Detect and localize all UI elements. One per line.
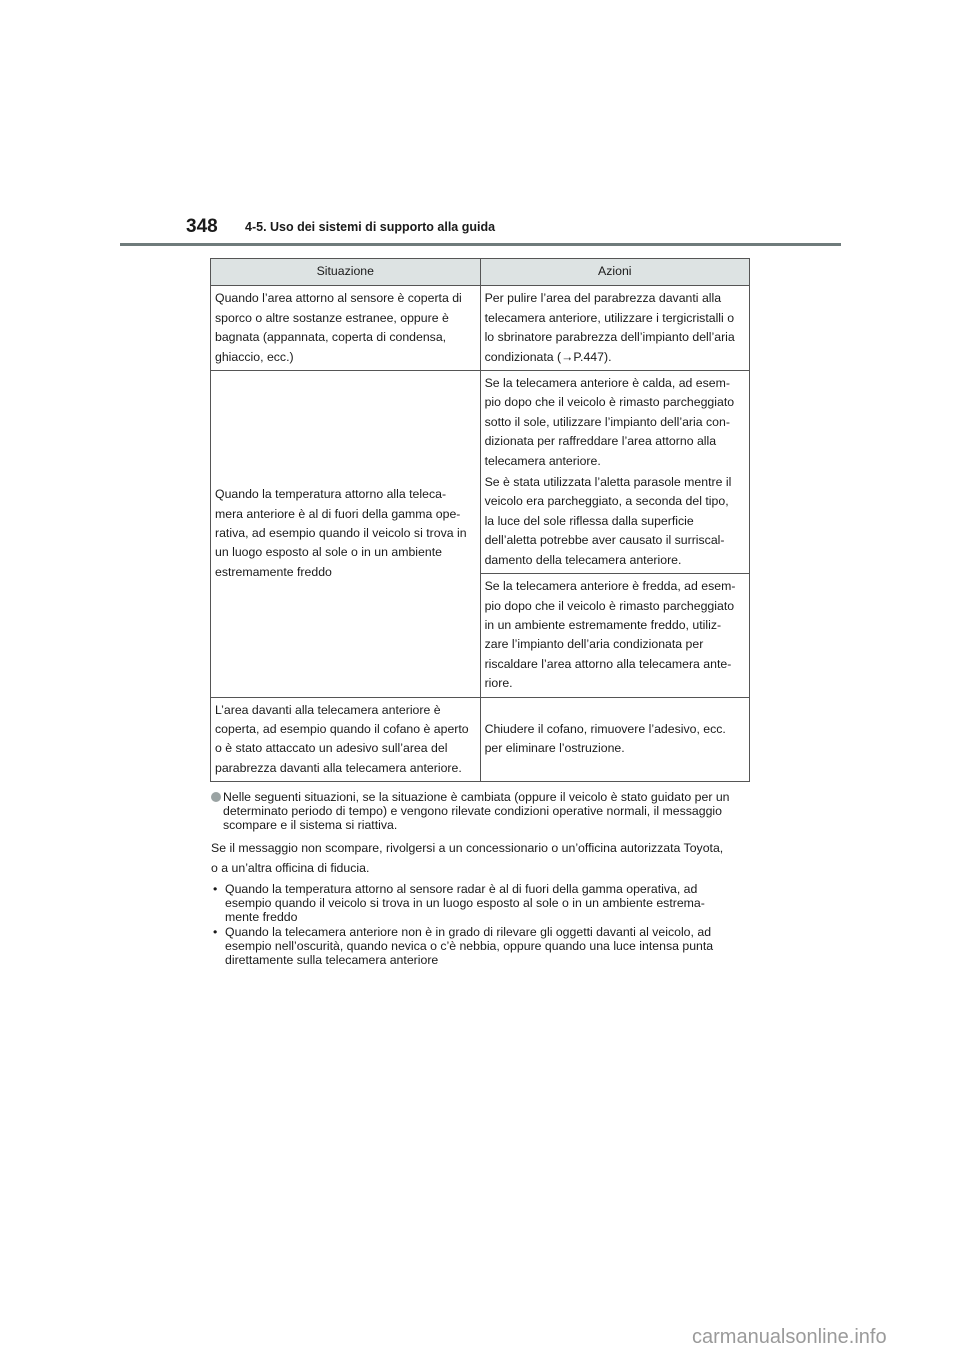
page-number: 348 <box>186 216 218 237</box>
action-cell <box>480 697 749 782</box>
table-row <box>211 371 750 574</box>
text-line: o è stato attaccato un adesivo sull’area del <box>215 741 448 756</box>
circle-bullet-icon <box>211 792 221 802</box>
text-line: Se il messaggio non scompare, rivolgersi a un concessionario o un’officina autorizzata Toyota, <box>211 841 724 856</box>
action-cell <box>480 574 749 697</box>
bullet-marker: • <box>213 925 218 940</box>
text-line: Nelle seguenti situazioni, se la situazione è cambiata (oppure il veicolo è stato guidato per un <box>223 790 730 805</box>
text-line: o a un’altra officina di fiducia. <box>211 861 370 876</box>
text-line: Quando la temperatura attorno al sensore radar è al di fuori della gamma operativa, ad <box>225 882 698 897</box>
text-line: coperta, ad esempio quando il cofano è aperto <box>215 721 469 736</box>
text-line: L’area davanti alla telecamera anteriore è <box>215 702 441 717</box>
text-line: riore. <box>484 676 513 691</box>
situation-actions-table <box>210 258 750 782</box>
text-line: pio dopo che il veicolo è rimasto parcheggiato <box>484 598 735 613</box>
text-line: Quando la telecamera anteriore non è in grado di rilevare gli oggetti davanti al veicolo, ad <box>225 925 712 940</box>
text-line: sotto il sole, utilizzare l’impianto dell’aria con- <box>484 414 730 429</box>
text-line: rativa, ad esempio quando il veicolo si trova in <box>215 526 467 541</box>
text-line: direttamente sulla telecamera anteriore <box>225 953 439 968</box>
text-line: mente freddo <box>225 910 298 925</box>
text-line: riscaldare l’area attorno alla telecamera ante- <box>484 656 732 671</box>
table-row <box>211 697 750 782</box>
text-line: veicolo era parcheggiato, a seconda del tipo, <box>484 494 729 509</box>
text-line: la luce del sole riflessa dalla superficie <box>484 513 694 528</box>
column-header-actions: Azioni <box>480 259 749 286</box>
text-line: determinato periodo di tempo) e vengono rilevate condizioni operative normali, il messaggio <box>223 804 722 819</box>
table-row <box>211 286 750 371</box>
text-line: Quando l’area attorno al sensore è coperta di <box>215 291 462 306</box>
text-line: Se la telecamera anteriore è calda, ad esem- <box>484 376 730 391</box>
text-line: telecamera anteriore. <box>484 453 601 468</box>
text-line: un luogo esposto al sole o in un ambiente <box>215 545 442 560</box>
info-paragraph <box>211 838 770 878</box>
text-line: Quando la temperatura attorno alla teleca- <box>215 487 447 502</box>
text-line: mera anteriore è al di fuori della gamma ope- <box>215 506 461 521</box>
text-line: Se è stata utilizzata l’aletta parasole mentre il <box>484 475 732 490</box>
text-line: per eliminare l’ostruzione. <box>484 741 625 756</box>
section-title: 4-5. Uso dei sistemi di supporto alla guida <box>245 220 496 234</box>
text-line: esempio nell’oscurità, quando nevica o c’è nebbia, oppure quando una luce intensa punta <box>225 939 714 954</box>
situation-cell <box>211 371 481 698</box>
bullet-marker: • <box>213 882 218 897</box>
list-item <box>211 925 770 967</box>
text-line: lo sbrinatore parabrezza dell’impianto dell’aria <box>484 330 735 345</box>
text-line: Per pulire l’area del parabrezza davanti alla <box>484 291 722 306</box>
note-block <box>211 790 751 832</box>
page-content <box>210 258 770 968</box>
text-line: bagnata (appannata, coperta di condensa, <box>215 330 447 345</box>
text-line: ghiaccio, ecc.) <box>215 349 294 364</box>
text-line: parabrezza davanti alla telecamera anteriore. <box>215 760 462 775</box>
text-line: scompare e il sistema si riattiva. <box>223 818 398 833</box>
column-header-situation: Situazione <box>211 259 481 286</box>
action-cell <box>480 286 749 371</box>
text-line: Se la telecamera anteriore è fredda, ad esem- <box>484 579 736 594</box>
text-line: zare l’impianto dell’aria condizionata per <box>484 637 704 652</box>
text-line: esempio quando il veicolo si trova in un luogo esposto al sole o in un ambiente estrema- <box>225 896 705 911</box>
text-line: estremamente freddo <box>215 564 332 579</box>
text-line: telecamera anteriore, utilizzare i tergicristalli o <box>484 310 735 325</box>
text-line: Chiudere il cofano, rimuovere l’adesivo, ecc. <box>484 721 726 736</box>
text-line: dizionata per raffreddare l’area attorno alla <box>484 434 717 449</box>
action-cell <box>480 371 749 574</box>
bullet-list <box>211 882 770 967</box>
text-line: in un ambiente estremamente freddo, utiliz- <box>484 617 722 632</box>
text-line: condizionata (→P.447). <box>484 349 612 364</box>
text-line: sporco o altre sostanze estranee, oppure è <box>215 310 449 325</box>
situation-cell <box>211 286 481 371</box>
watermark: carmanualsonline.info <box>692 1326 887 1348</box>
list-item <box>211 882 770 924</box>
text-line: pio dopo che il veicolo è rimasto parcheggiato <box>484 395 735 410</box>
header-rule <box>120 243 841 246</box>
text-line: dell’aletta potrebbe aver causato il surriscal- <box>484 533 725 548</box>
text-line: damento della telecamera anteriore. <box>484 552 682 567</box>
situation-cell <box>211 697 481 782</box>
